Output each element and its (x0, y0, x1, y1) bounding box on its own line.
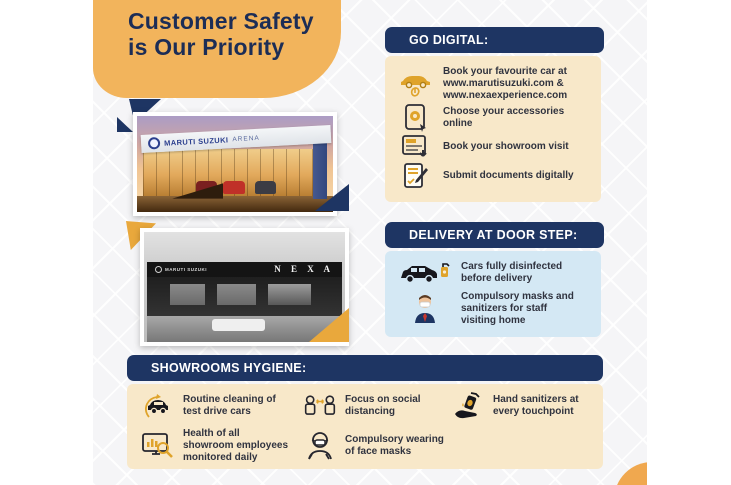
list-item-text: Choose your accessories online (443, 105, 565, 130)
list-item-text: Book your showroom visit (443, 141, 569, 153)
list-item (399, 134, 593, 162)
arena-sign-sub: ARENA (232, 134, 260, 144)
hand-sanitizer-icon (451, 390, 485, 422)
list-item-text: Submit documents digitally (443, 169, 574, 181)
arena-sign-brand: MARUTI SUZUKI (163, 135, 229, 148)
face-mask-icon (303, 430, 337, 462)
masked-staff-icon (399, 293, 451, 325)
list-item-text: Compulsory masks and sanitizers for staff visiting home (461, 290, 574, 326)
accessories-online-icon (399, 103, 433, 133)
go-digital-panel (385, 56, 601, 202)
nexa-sign-brand: MARUTI SUZUKI (165, 266, 207, 272)
list-item (303, 428, 451, 465)
poster-content (93, 0, 647, 485)
list-item (399, 291, 593, 328)
page-title (128, 8, 314, 60)
maruti-suzuki-logo-icon (155, 266, 162, 273)
section-heading-go-digital: GO DIGITAL: (385, 27, 604, 53)
list-item-text: Hand sanitizers at every touchpoint (493, 393, 579, 417)
list-item-text: Focus on social distancing (345, 393, 421, 417)
title-line2-bold: Our Priority (154, 34, 285, 60)
navy-triangle-decoration (117, 117, 133, 132)
car-disinfect-icon (399, 259, 451, 287)
section-heading-delivery: DELIVERY AT DOOR STEP: (385, 222, 604, 248)
list-item-text: Routine cleaning of test drive cars (183, 393, 276, 417)
car-book-icon (399, 69, 433, 99)
section-heading-showrooms: SHOWROOMS HYGIENE: (127, 355, 603, 381)
list-item (303, 390, 451, 422)
list-item (399, 103, 593, 133)
maruti-suzuki-logo-icon (148, 137, 161, 150)
title-line2 (128, 34, 314, 60)
list-item (399, 66, 593, 103)
documents-digital-icon (399, 162, 433, 190)
showroom-visit-icon (399, 134, 433, 162)
nexa-photo-image (144, 232, 345, 342)
employee-health-icon (141, 431, 175, 461)
list-item (141, 428, 303, 465)
nexa-showroom-photo (140, 228, 349, 346)
list-item-text: Compulsory wearing of face masks (345, 434, 444, 458)
orange-circle-decoration (614, 462, 647, 485)
title-line1: Customer Safety (128, 8, 314, 34)
list-item-text: Book your favourite car at www.marutisuzuki.com & www.nexaexperience.com (443, 66, 568, 102)
arena-showroom-photo (133, 112, 337, 216)
list-item-text: Health of all showroom employees monitored daily (183, 428, 289, 464)
social-distancing-icon (303, 392, 337, 420)
delivery-panel (385, 251, 601, 337)
nexa-sign-band (147, 262, 342, 277)
showrooms-panel (127, 384, 603, 469)
car-cleaning-icon (141, 391, 175, 421)
list-item (399, 162, 593, 190)
nexa-logo: N E X A (274, 264, 334, 275)
arena-photo-image (137, 116, 333, 212)
title-line2-light: is (128, 34, 148, 60)
list-item (451, 390, 617, 422)
list-item-text: Cars fully disinfected before delivery (461, 260, 563, 284)
list-item (141, 390, 303, 422)
list-item (399, 259, 593, 287)
